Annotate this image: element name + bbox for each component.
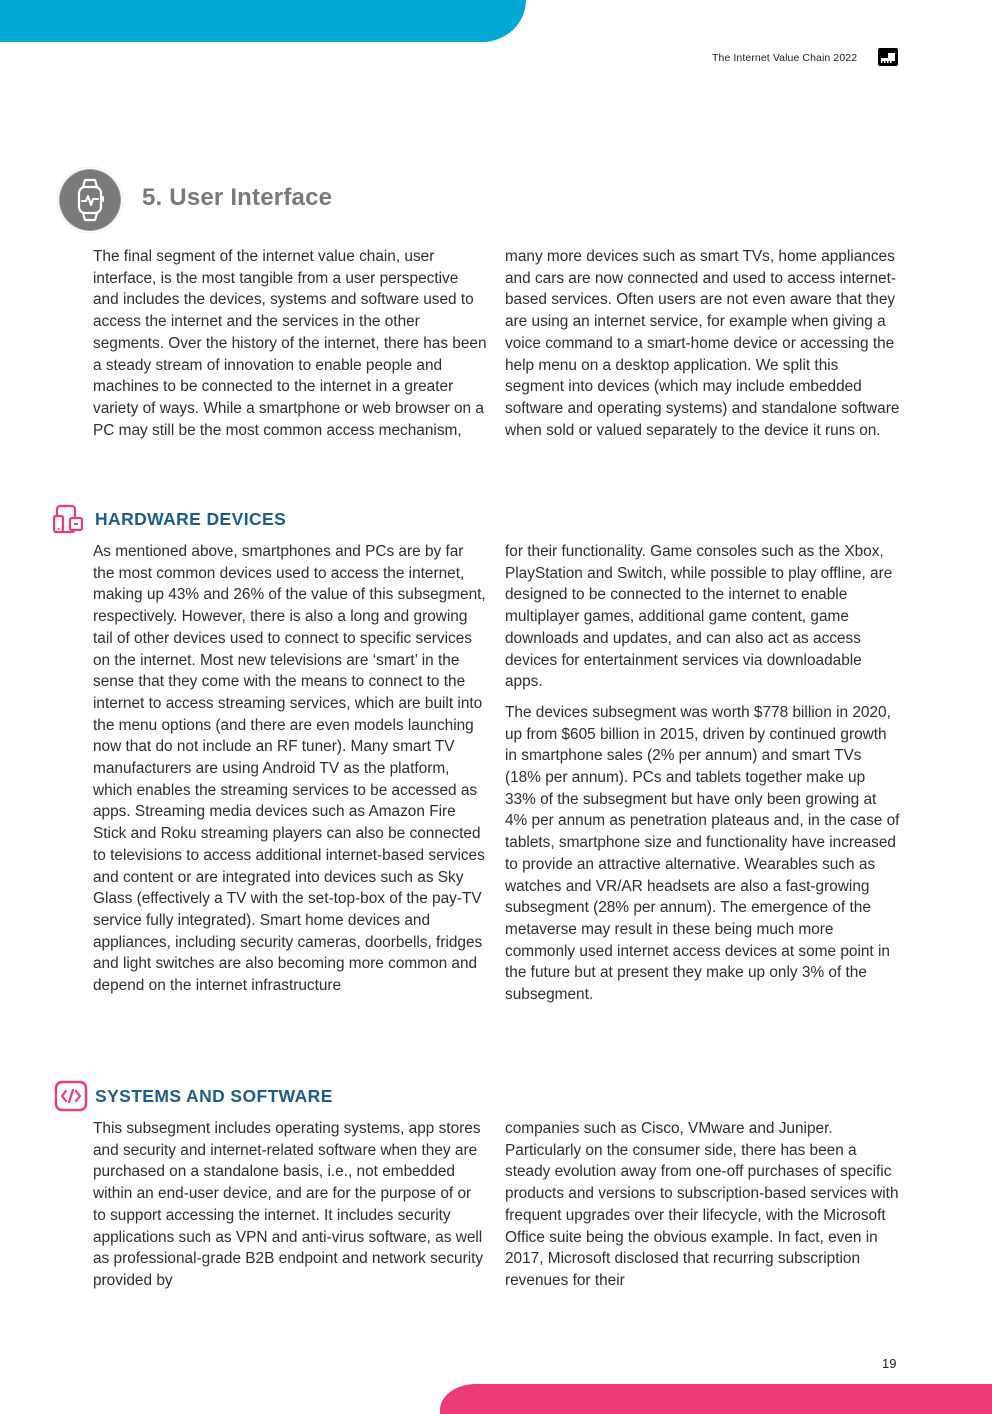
intro-paragraph-right: many more devices such as smart TVs, home appliances and cars are now connected and used to access internet-based services. Often users are not even aware that they are using an internet service, for example when giving a voice command to a smart-home device or accessing the help menu on a desktop application. We split this segment into devices (which may include embedded software and operating systems) and standalone software when sold or valued separately to the device it runs on. — [505, 248, 900, 439]
page-number: 19 — [882, 1356, 897, 1371]
software-right-column — [505, 1118, 900, 1301]
code-icon — [54, 1080, 88, 1112]
intro-right-column — [505, 246, 900, 450]
header-document-title: The Internet Value Chain 2022 — [712, 52, 858, 64]
smartwatch-icon — [57, 167, 123, 233]
top-decorative-bar — [0, 0, 526, 42]
intro-paragraph-left: The final segment of the internet value chain, user interface, is the most tangible from a user perspective and includes the devices, systems and software used to access the internet and the services in the other segments. Over the history of the internet, there has been a steady stream of innovation to enable people and machines to be connected to the internet in a greater variety of ways. While a smartphone or web browser on a PC may still be the most common access mechanism, — [93, 248, 487, 439]
software-left-column — [93, 1118, 488, 1301]
intro-left-column — [93, 246, 488, 450]
devices-icon — [53, 504, 83, 534]
hardware-right-column — [505, 541, 900, 1015]
bottom-decorative-bar — [440, 1384, 992, 1414]
software-paragraph: companies such as Cisco, VMware and Juniper. Particularly on the consumer side, there has been a steady evolution away from one-off purchases of specific products and versions to subscription-based services with frequent upgrades over their lifecycle, with the Microsoft Office suite being the obvious example. In fact, even in 2017, Microsoft disclosed that recurring subscription revenues for their — [505, 1120, 899, 1289]
hardware-devices-heading: HARDWARE DEVICES — [95, 509, 287, 529]
hardware-left-column — [93, 541, 488, 1006]
systems-software-heading: SYSTEMS AND SOFTWARE — [95, 1086, 333, 1106]
hardware-paragraph: for their functionality. Game consoles such as the Xbox, PlayStation and Switch, while possible to play offline, are designed to be connected to the internet to enable multiplayer games, additional game content, game downloads and updates, and can also act as access devices for entertainment services via downloadable apps. — [505, 543, 893, 691]
hardware-paragraph: The devices subsegment was worth $778 billion in 2020, up from $605 billion in 2015, driven by continued growth in smartphone sales (2% per annum) and smart TVs (18% per annum). PCs and tablets together make up 33% of the subsegment but have only been growing at 4% per annum as penetration plateaus and, in the case of tablets, smartphone size and functionality have increased to provide an attractive alternative. Wearables such as watches and VR/AR headsets are also a fast-growing subsegment (28% per annum). The emergence of the metaverse may result in these being much more commonly used internet access devices at some point in the future but at present they make up only 3% of the subsegment. — [505, 703, 900, 1004]
software-paragraph: This subsegment includes operating systems, app stores and security and internet-related software when they are purchased on a standalone basis, i.e., not embedded within an end-user device, and are for the purpose of or to support accessing the internet. It includes security applications such as VPN and anti-virus software, as well as professional-grade B2B endpoint and network security provided by — [93, 1120, 484, 1289]
section-title: 5. User Interface — [142, 184, 333, 211]
hardware-paragraph: As mentioned above, smartphones and PCs are by far the most common devices used to access the internet, making up 43% and 26% of the value of this subsegment, respectively. However, there is also a long and growing tail of other devices used to connect to specific services on the internet. Most new televisions are ‘smart’ in the sense that they come with the means to connect to the internet to access streaming services, which are built into the menu options (and there are even models launching now that do not include an RF tuner). Many smart TV manufacturers are using Android TV as the platform, which enables the streaming services to be accessed as apps. Streaming media devices such as Amazon Fire Stick and Roku streaming players can also be connected to televisions to access additional internet-based services and content or are integrated into devices such as Sky Glass (effectively a TV with the set-top-box of the pay-TV service fully integrated). Smart home devices and appliances, including security cameras, doorbells, fridges and light switches are also becoming more common and depend on the internet infrastructure — [93, 543, 486, 995]
publisher-logo-icon — [878, 48, 898, 66]
section-icon-badge — [57, 167, 123, 233]
